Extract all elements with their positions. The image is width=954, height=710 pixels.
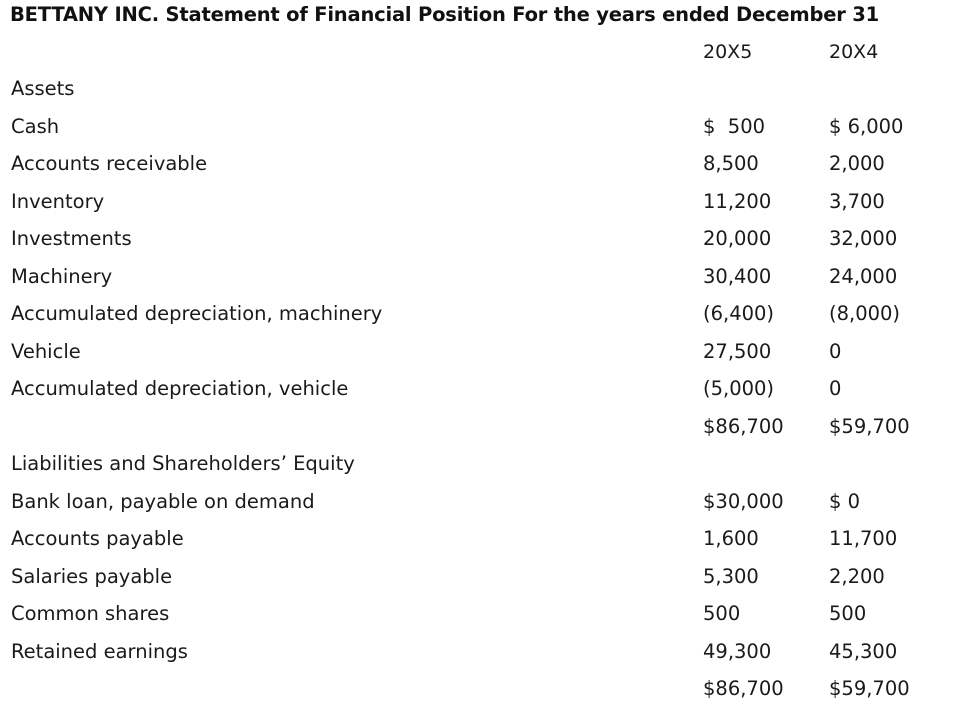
row-value-20x5: 500	[703, 602, 741, 625]
row-value-20x4: 45,300	[829, 640, 898, 663]
row-value-20x4: 500	[829, 602, 867, 625]
row-label: Investments	[11, 227, 132, 250]
column-header-20x5: 20X5	[703, 41, 753, 63]
row-label: Machinery	[11, 265, 113, 288]
row-label: Salaries payable	[11, 565, 173, 588]
row-value-20x5: $ 500	[703, 115, 766, 138]
statement-title: BETTANY INC. Statement of Financial Position For the years ended December 31	[10, 3, 879, 26]
row-value-20x5: 20,000	[703, 227, 772, 250]
row-value-20x4: (8,000)	[829, 302, 901, 325]
row-value-20x5: 5,300	[703, 565, 759, 588]
row-label: Accounts receivable	[11, 152, 208, 175]
liabilities-heading: Liabilities and Shareholders’ Equity	[11, 452, 355, 475]
row-label: Cash	[11, 115, 60, 138]
row-label: Accumulated depreciation, vehicle	[11, 377, 349, 400]
row-value-20x4: $ 0	[829, 490, 861, 513]
row-label: Retained earnings	[11, 640, 188, 663]
assets-heading: Assets	[11, 77, 75, 100]
row-value-20x4: 24,000	[829, 265, 898, 288]
row-value-20x5: $30,000	[703, 490, 784, 513]
row-value-20x5: 11,200	[703, 190, 772, 213]
row-value-20x4: 2,200	[829, 565, 885, 588]
row-value-20x5: 1,600	[703, 527, 759, 550]
row-value-20x5: (5,000)	[703, 377, 775, 400]
row-value-20x5: 49,300	[703, 640, 772, 663]
row-label: Vehicle	[11, 340, 81, 363]
row-value-20x5: (6,400)	[703, 302, 775, 325]
row-label: Bank loan, payable on demand	[11, 490, 315, 513]
row-value-20x5: 27,500	[703, 340, 772, 363]
row-value-20x4: 11,700	[829, 527, 898, 550]
row-value-20x4: 0	[829, 377, 842, 400]
assets-total-20x4: $59,700	[829, 415, 910, 438]
liabilities-total-20x4: $59,700	[829, 677, 910, 700]
assets-total-20x5: $86,700	[703, 415, 784, 438]
row-value-20x5: 8,500	[703, 152, 759, 175]
row-label: Accounts payable	[11, 527, 184, 550]
row-value-20x4: 0	[829, 340, 842, 363]
row-label: Common shares	[11, 602, 170, 625]
column-header-20x4: 20X4	[829, 41, 879, 63]
row-value-20x5: 30,400	[703, 265, 772, 288]
row-label: Accumulated depreciation, machinery	[11, 302, 383, 325]
liabilities-total-20x5: $86,700	[703, 677, 784, 700]
row-value-20x4: $ 6,000	[829, 115, 904, 138]
row-value-20x4: 2,000	[829, 152, 885, 175]
row-value-20x4: 32,000	[829, 227, 898, 250]
row-value-20x4: 3,700	[829, 190, 885, 213]
row-label: Inventory	[11, 190, 105, 213]
